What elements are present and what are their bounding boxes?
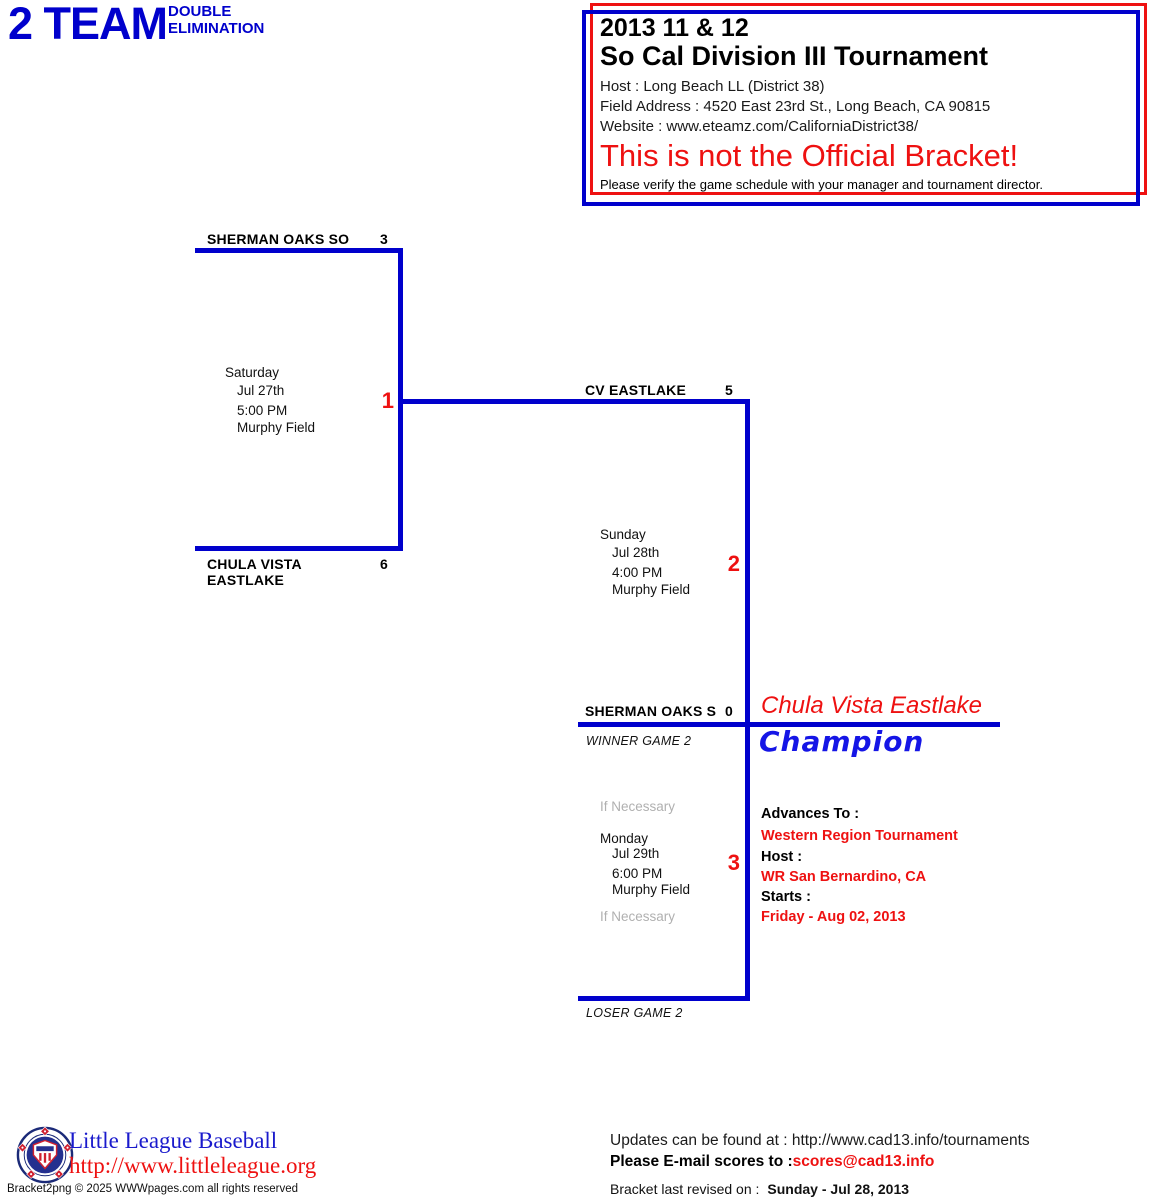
game3-day: Monday <box>600 831 649 846</box>
game3-date: Jul 29th <box>612 846 660 861</box>
game3-time: 6:00 PM <box>612 866 663 881</box>
game1-date: Jul 27th <box>237 383 285 398</box>
game2-bottom-team-row <box>585 703 733 719</box>
revised-label: Bracket last revised on : <box>610 1181 760 1197</box>
tournament-field-address: Field Address : 4520 East 23rd St., Long Beach, CA 90815 <box>600 98 991 115</box>
loser-game2-label: LOSER GAME 2 <box>586 1006 683 1020</box>
team-score: 6 <box>380 556 388 572</box>
team-name: SHERMAN OAKS SO <box>207 231 350 247</box>
champion-label: Champion <box>759 725 925 758</box>
champion-team-name: Chula Vista Eastlake <box>761 692 983 719</box>
game3-if-necessary-top: If Necessary <box>600 799 676 814</box>
game1-number: 1 <box>381 388 394 413</box>
advances-to-label: Advances To : <box>761 806 860 822</box>
advances-host-value: WR San Bernardino, CA <box>761 869 927 885</box>
game1-bottom-team-row <box>207 556 388 588</box>
game2-field: Murphy Field <box>612 582 691 597</box>
game1-time: 5:00 PM <box>237 403 288 418</box>
team-score: 0 <box>725 703 733 719</box>
verify-schedule-note: Please verify the game schedule with your manager and tournament director. <box>600 177 1043 192</box>
unofficial-bracket-warning: This is not the Official Bracket! <box>600 138 1019 173</box>
game2-time: 4:00 PM <box>612 565 663 580</box>
game2-number: 2 <box>727 551 740 576</box>
game2-game3-vertical-line <box>745 399 750 1001</box>
email-scores-label: Please E-mail scores to : <box>610 1153 793 1170</box>
game1-day: Saturday <box>225 365 280 380</box>
page-subtitle-line1: DOUBLE <box>168 3 232 20</box>
team-name: SHERMAN OAKS S <box>585 703 717 719</box>
game3-bottom-line <box>578 996 750 1001</box>
game1-top-line <box>195 248 403 253</box>
email-scores-link[interactable]: scores@cad13.info <box>792 1153 935 1170</box>
tournament-name: So Cal Division III Tournament <box>600 41 989 71</box>
game1-field: Murphy Field <box>237 420 316 435</box>
game3-field: Murphy Field <box>612 882 691 897</box>
game1-bottom-line <box>195 546 403 551</box>
little-league-name: Little League Baseball <box>69 1128 278 1153</box>
game2-top-team-row <box>585 382 733 398</box>
copyright-text: Bracket2png © 2025 WWWpages.com all rights reserved <box>7 1183 298 1195</box>
game3-number: 3 <box>727 850 740 875</box>
little-league-logo-icon <box>16 1126 74 1184</box>
page-subtitle <box>168 3 264 37</box>
game2-day: Sunday <box>600 527 646 542</box>
game2-top-line <box>398 399 750 404</box>
tournament-host: Host : Long Beach LL (District 38) <box>600 78 825 95</box>
game2-date: Jul 28th <box>612 545 660 560</box>
advances-starts-label: Starts : <box>761 889 811 905</box>
updates-url-text[interactable]: Updates can be found at : http://www.cad13.info/tournaments <box>610 1132 1030 1149</box>
email-scores-line <box>610 1153 934 1171</box>
revised-line <box>610 1181 909 1197</box>
revised-date: Sunday - Jul 28, 2013 <box>767 1181 910 1197</box>
game3-if-necessary-bottom: If Necessary <box>600 909 676 924</box>
page-subtitle-line2: ELIMINATION <box>168 20 265 37</box>
little-league-url-link[interactable]: http://www.littleleague.org <box>69 1153 317 1178</box>
advances-starts-value: Friday - Aug 02, 2013 <box>761 909 906 925</box>
team-name: CV EASTLAKE <box>585 382 686 398</box>
team-name: CHULA VISTA EASTLAKE <box>207 556 302 588</box>
page-title: 2 TEAM <box>8 0 168 49</box>
winner-game2-label: WINNER GAME 2 <box>586 734 692 748</box>
team-score: 3 <box>380 231 388 247</box>
tournament-season: 2013 11 & 12 <box>600 14 749 42</box>
team-score: 5 <box>725 382 733 398</box>
game1-top-team-row <box>207 231 388 247</box>
advances-host-label: Host : <box>761 849 803 865</box>
tournament-website[interactable]: Website : www.eteamz.com/CaliforniaDistrict38/ <box>600 118 919 135</box>
advances-to-value: Western Region Tournament <box>761 828 958 844</box>
